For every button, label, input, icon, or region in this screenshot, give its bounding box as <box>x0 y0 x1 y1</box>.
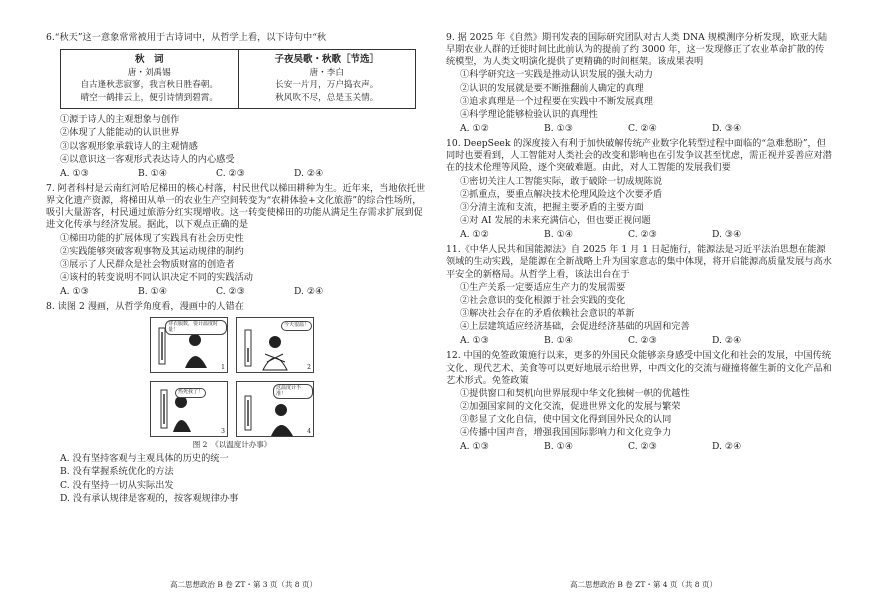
choice-c: C. ②③ <box>216 286 246 298</box>
choice-c: C. ②④ <box>628 122 658 134</box>
question-8 <box>46 301 428 505</box>
question-7 <box>46 183 428 298</box>
right-page <box>446 32 832 457</box>
choice-a: A. ①③ <box>460 335 489 347</box>
option: C. 没有坚持一切从实际出发 <box>60 479 174 491</box>
question-12 <box>446 350 832 453</box>
cartoon-panel-2 <box>236 317 314 373</box>
option: ③解决社会存在的矛盾依赖社会意识的革新 <box>460 307 635 319</box>
option: ①科学研究这一实践是推动认识发展的强大动力 <box>460 69 653 81</box>
option: ③以客观形象承载诗人的主观情感 <box>60 140 198 152</box>
question-10 <box>446 138 832 241</box>
choice-c: C. ②③ <box>628 441 658 453</box>
option: ③彰显了文化自信，使中国文化得到国外民众的认同 <box>460 414 672 426</box>
q9-stem: 9. 据 2025 年《自然》期刊发表的国际研究团队对古人类 DNA 规模测序分析发现，欧亚大陆早期农业人群的迁徙时间比此前认为的提前了约 3000 年，这一发现修正了农业革命扩散的传统模型，为人类文明演化提供了更精确的时间框架。该成果表明 <box>446 32 828 68</box>
choice-b: B. ①④ <box>138 286 168 298</box>
page-footer-right: 高二思想政治 B 卷 ZT・第 4 页（共 8 页） <box>570 580 717 589</box>
choice-a: A. ①③ <box>60 286 89 298</box>
answer-choices <box>460 229 832 241</box>
choice-d: D. ②④ <box>712 441 742 453</box>
poem-line: 长安一片月，万户捣衣声。 <box>275 80 379 91</box>
q8-stem: 8. 读图 2 漫画，从哲学角度看，漫画中的人错在 <box>46 301 244 313</box>
speech-bubble: 热死我了！ <box>175 388 206 398</box>
choice-b: B. ①④ <box>544 335 574 347</box>
poem-cell-1 <box>61 50 239 109</box>
option: ③展示了人民群众是社会物质财富的创造者 <box>60 258 235 270</box>
question-6 <box>46 32 428 180</box>
q7-stem: 7. 阿者科村是云南红河哈尼梯田的核心村落，村民世代以梯田耕种为生。近年来，当地依托世界文化遗产资源，将梯田从单一的农业生产空间转变为“农耕体验+文化旅游”的综合性场所，吸引大量游客，村民通过旅游分红实现增收。这一转变使梯田的功能从满足生存需求扩展到促进文化传承与经济发展。据此，以下观点正确的是 <box>46 182 426 231</box>
choice-b: B. ①④ <box>138 167 168 179</box>
option: ①提供窗口和契机向世界展现中华文化独树一帜的优越性 <box>460 387 690 399</box>
answer-choices <box>60 168 428 180</box>
option: ④科学理论能够检验认识的真理性 <box>460 108 598 120</box>
option: D. 没有承认规律是客观的，按客观规律办事 <box>60 492 239 504</box>
option: B. 没有掌握系统优化的方法 <box>60 466 174 478</box>
poem-author: 唐・刘禹锡 <box>127 67 171 78</box>
choice-d: D. ②④ <box>712 335 742 347</box>
cartoon-figure <box>150 317 314 450</box>
left-page <box>46 32 428 506</box>
option: ①密切关注人工智能实际，敢于破除一切成规陈说 <box>460 175 663 187</box>
question-11 <box>446 244 832 347</box>
choice-a: A. ①③ <box>60 167 89 179</box>
poem-cell-2 <box>238 50 416 109</box>
cartoon-panel-3 <box>150 381 228 437</box>
option: A. 没有坚持客观与主观具体的历史的统一 <box>60 453 229 465</box>
panel-number: 2 <box>307 364 311 372</box>
option: ④对 AI 发展的未来充满信心，但也要正视问题 <box>460 214 651 226</box>
option: ②体现了人能能动的认识世界 <box>60 127 180 139</box>
option: ②社会意识的变化根源于社会实践的变化 <box>460 294 626 306</box>
option: ①源于诗人的主观想象与创作 <box>60 114 180 126</box>
choice-d: D. ③④ <box>712 229 742 241</box>
choice-c: C. ②③ <box>628 335 658 347</box>
poem-line: 秋风吹不尽，总是玉关情。 <box>275 92 379 103</box>
choice-d: D. ③④ <box>712 122 742 134</box>
cartoon-panel-4 <box>236 381 314 437</box>
option: ②抓重点，要重点解决技术伦理风险这个次要矛盾 <box>460 188 663 200</box>
answer-choices <box>460 335 832 347</box>
answer-choices <box>460 441 832 453</box>
q10-stem: 10. DeepSeek 的深度接入有利于加快破解传统产业数字化转型过程中面临的“急难愁盼”，但同时也要看到，人工智能对人类社会的改变和影响也在引发争议甚至忧虑，需正视并妥善应对潜在的技术伦理等风险，逐个突破难题。由此，对人工智能的发展我们要 <box>446 138 832 174</box>
choice-b: B. ①④ <box>544 229 574 241</box>
cartoon-panel-1 <box>150 317 228 373</box>
option: ④以意识这一客观形式表达诗人的内心感受 <box>60 153 235 165</box>
panel-number: 1 <box>221 364 225 372</box>
answer-choices <box>460 123 832 135</box>
answer-choices <box>60 286 428 298</box>
poem-line: 晴空一鹤排云上，便引诗情到碧霄。 <box>80 92 218 103</box>
question-9 <box>446 32 832 135</box>
choice-d: D. ②④ <box>294 286 324 298</box>
q6-stem: 6.“秋天”这一意象常常被用于古诗词中，从哲学上看，以下诗句中“秋 <box>46 32 327 43</box>
q12-stem: 12. 中国的免签政策施行以来，更多的外国民众能够亲身感受中国文化和社会的发展，中国传统文化、现代艺术、美食等可以更好地展示给世界，中西文化的交流与碰撞将催生新的文化产品和艺术形式。免签政策 <box>446 350 832 386</box>
panel-number: 4 <box>307 428 311 436</box>
option: ①生产关系一定要适应生产力的发展需要 <box>460 281 626 293</box>
poem-title: 秋 词 <box>134 54 164 66</box>
poem-line: 自古逢秋悲寂寥，我言秋日胜春朝。 <box>80 80 218 91</box>
choice-a: A. ①② <box>460 122 489 134</box>
figure-caption: 图 2 《以温度计办事》 <box>192 440 272 450</box>
option: ②加强国家间的文化交流，促进世界文化的发展与繁荣 <box>460 400 681 412</box>
panel-number: 3 <box>221 428 225 436</box>
page-footer-left: 高二思想政治 B 卷 ZT・第 3 页（共 8 页） <box>170 580 317 589</box>
choice-a: A. ①③ <box>460 441 489 453</box>
speech-bubble: 今天很温！ <box>281 321 312 331</box>
choice-b: B. ①③ <box>544 122 574 134</box>
choice-c: C. ②③ <box>628 229 658 241</box>
speech-bubble: 这温度计不准！ <box>273 384 313 399</box>
poem-table <box>60 49 416 109</box>
choice-c: C. ②③ <box>216 167 246 179</box>
speech-bubble: 穿衣服数，要计温度时量！ <box>165 320 227 335</box>
option: ④该村的转变说明不同认识决定不同的实践活动 <box>60 271 253 283</box>
option: ③追求真理是一个过程要在实践中不断发展真理 <box>460 95 653 107</box>
option: ③分清主流和支流，把握主要矛盾的主要方面 <box>460 201 644 213</box>
q11-stem: 11.《中华人民共和国能源法》自 2025 年 1 月 1 日起施行，能源法是习近平法治思想在能源领域的生动实践，是能源在全新战略上升为国家意志的集中体现，将开启能源高质量发展与高水平安全的新格局。从哲学上看，该法出台在于 <box>446 244 832 280</box>
option: ②认识的发展就是要不断推翻前人确定的真理 <box>460 82 644 94</box>
poem-author: 唐・李白 <box>309 67 344 78</box>
option: ④传播中国声音，增强我国国际影响力和文化竞争力 <box>460 427 672 439</box>
option: ②实践能够突破客观事物及其运动规律的制约 <box>60 245 244 257</box>
option: ④上层建筑适应经济基础，会促进经济基础的巩固和完善 <box>460 321 690 333</box>
option: ①梯田功能的扩展体现了实践具有社会历史性 <box>60 232 244 244</box>
choice-b: B. ①④ <box>544 441 574 453</box>
choice-a: A. ①② <box>460 229 489 241</box>
poem-title: 子夜吴歌・秋歌［节选］ <box>274 54 379 66</box>
choice-d: D. ②④ <box>294 167 324 179</box>
